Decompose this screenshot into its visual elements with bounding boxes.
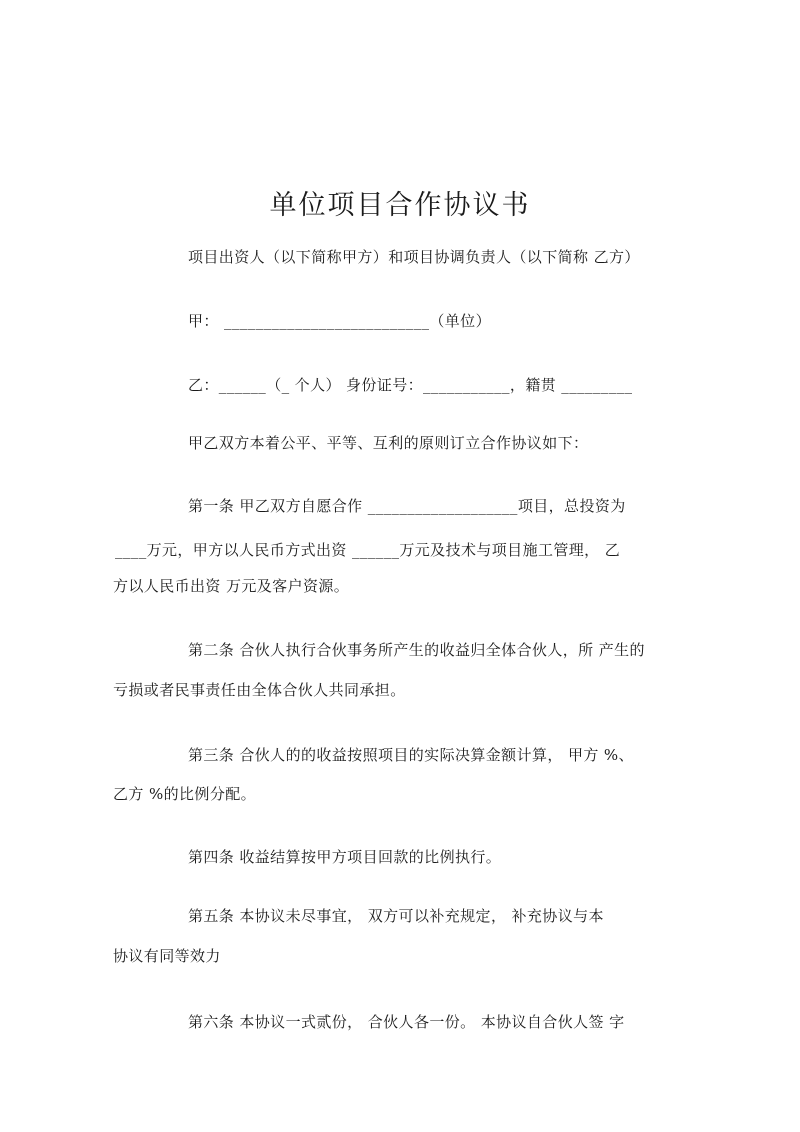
article-4-line-1: 第四条 收益结算按甲方项目回款的比例执行。 (188, 848, 502, 866)
article-2-line-2: 亏损或者民事责任由全体合伙人共同承担。 (113, 681, 406, 699)
article-6-line-1: 第六条 本协议一式贰份， 合伙人各一份。 本协议自合伙人签 字 (188, 1013, 625, 1031)
document-title: 单位项目合作协议书 (269, 190, 531, 222)
intro-paragraph: 项目出资人（以下简称甲方）和项目协调负责人（以下简称 乙方） (188, 248, 640, 266)
article-3-line-1: 第三条 合伙人的的收益按照项目的实际决算金额计算， 甲方 %、 (188, 746, 634, 764)
article-1-line-3: 方以人民币出资 万元及客户资源。 (113, 577, 350, 595)
article-2-line-1: 第二条 合伙人执行合伙事务所产生的收益归全体合伙人，所 产生的 (188, 641, 645, 659)
principle-paragraph: 甲乙双方本着公平、平等、互利的原则订立合作协议如下： (188, 434, 589, 452)
article-3-line-2: 乙方 %的比例分配。 (113, 785, 257, 803)
article-5-line-1: 第五条 本协议未尽事宜， 双方可以补充规定， 补充协议与本 (188, 907, 604, 925)
party-b-line: 乙：______（_ 个人） 身份证号：___________，籍贯 _________ (188, 376, 633, 394)
article-5-line-2: 协议有同等效力 (113, 947, 221, 965)
article-1-line-1: 第一条 甲乙双方自愿合作 ___________________项目，总投资为 (188, 497, 626, 515)
article-1-line-2: ____万元，甲方以人民币方式出资 ______万元及技术与项目施工管理， 乙 (115, 541, 621, 559)
party-a-line: 甲： __________________________（单位） (188, 312, 491, 330)
